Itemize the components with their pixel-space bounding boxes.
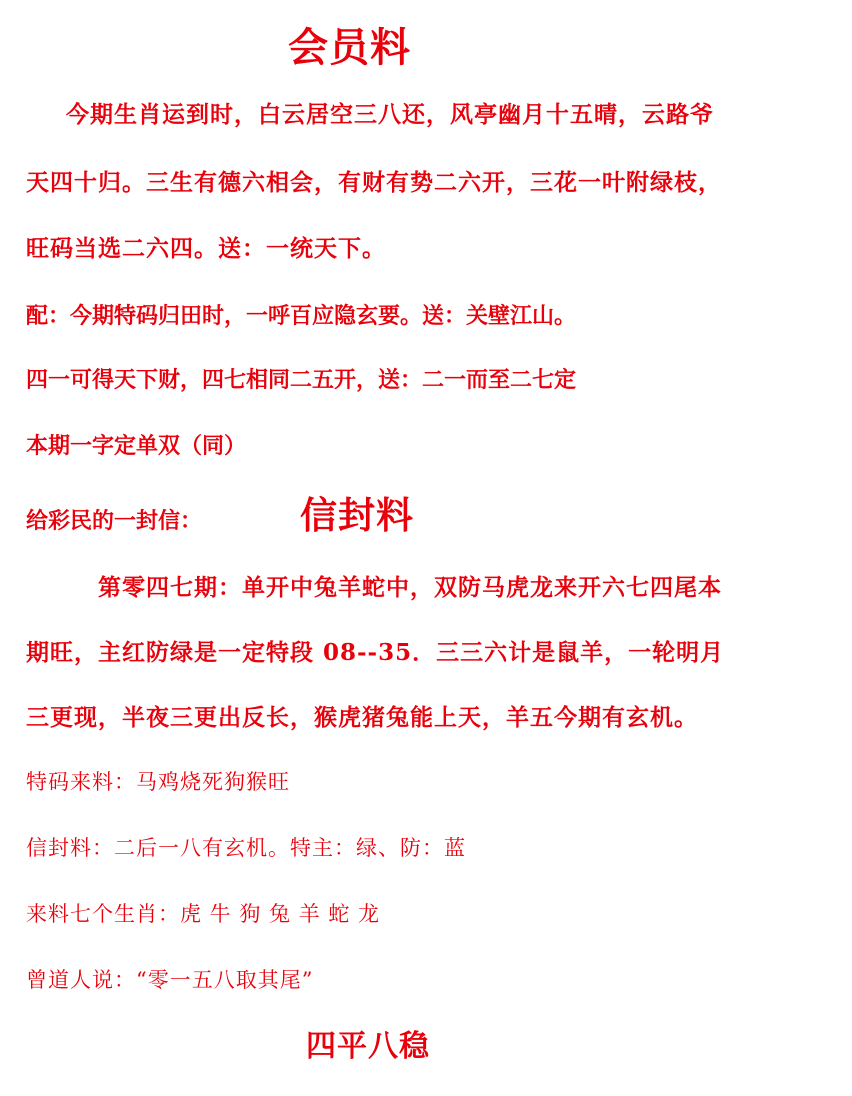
letter-intro: 给彩民的一封信： <box>26 508 203 534</box>
envelope-line-4: 特码来料：马鸡烧死狗猴旺 <box>26 770 290 794</box>
member-line-5: 四一可得天下财，四七相同二五开，送：二一而至二七定 <box>26 367 577 393</box>
member-line-1: 今期生肖运到时，白云居空三八还，风亭幽月十五晴，云路爷 <box>66 101 714 128</box>
bottom-title: 四平八稳 <box>306 1029 430 1064</box>
member-line-2: 天四十归。三生有德六相会，有财有势二六开，三花一叶附绿枝， <box>26 169 722 196</box>
envelope-line-5: 信封料：二后一八有玄机。特主：绿、防：蓝 <box>26 836 466 860</box>
envelope-line-1: 第零四七期：单开中兔羊蛇中，双防马虎龙来开六七四尾本 <box>98 574 722 601</box>
member-line-6: 本期一字定单双（同） <box>26 433 247 459</box>
member-line-3: 旺码当选二六四。送：一统天下。 <box>26 235 386 262</box>
envelope-title: 信封料 <box>300 493 414 537</box>
envelope-line-6: 来料七个生肖：虎 牛 狗 兔 羊 蛇 龙 <box>26 902 381 926</box>
member-title: 会员料 <box>288 24 411 71</box>
envelope-line-7: 曾道人说：“零一五八取其尾” <box>26 968 314 992</box>
envelope-line-3: 三更现，半夜三更出反长，猴虎猪兔能上天，羊五今期有玄机。 <box>26 704 698 731</box>
envelope-line-2: 期旺，主红防绿是一定特段 08--35．三三六计是鼠羊，一轮明月 <box>26 639 725 666</box>
member-line-4: 配：今期特码归田时，一呼百应隐玄要。送：关壁江山。 <box>26 303 577 329</box>
